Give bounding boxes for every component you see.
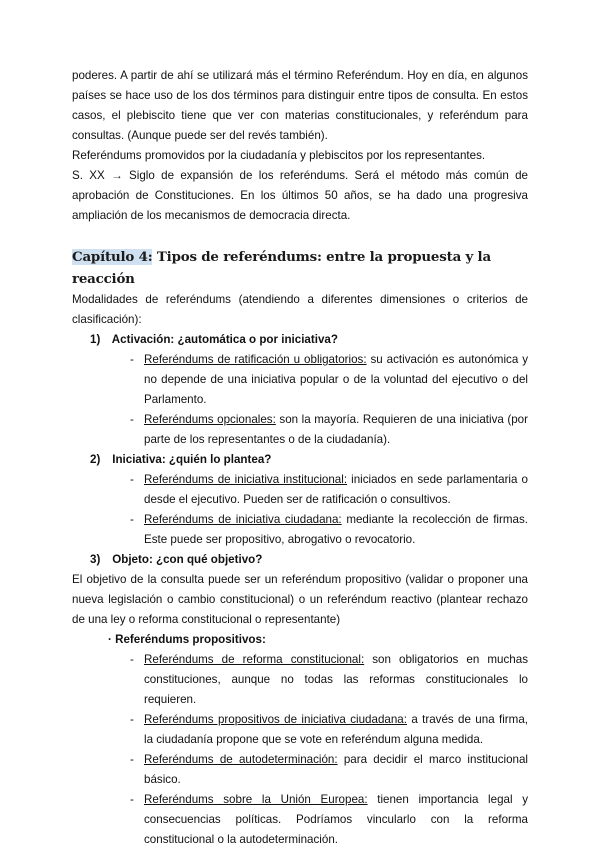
list-item-text: a través de una firma, la ciudadanía propone que se vote en referéndum alguna medida. [144,713,528,746]
dash-bullet: - [130,513,134,526]
dash-bullet: - [130,793,134,806]
list-item-text: son la mayoría. Requieren de una iniciativa (por parte de los representantes o de la ciudadanía). [144,413,528,446]
dash-bullet: - [130,753,134,766]
list-item-text: tienen importancia legal y consecuencias políticas. Podríamos vincularlo con la reforma constitucional o la autodeterminación. [144,793,528,846]
list-item-term: Referéndums de iniciativa institucional: [144,473,348,486]
objeto-paragraph: El objetivo de la consulta puede ser un referéndum propositivo (validar o proponer una nueva legislación o cambio constitucional) o un referéndum reactivo (plantear rechazo de una ley o reforma constitucional o representante) [72,573,528,626]
list-item [72,470,528,510]
list-item-term: Referéndums sobre la Unión Europea: [144,793,368,806]
list-item [72,790,528,850]
intro-block [72,66,528,226]
list-item [72,650,528,710]
document-page [72,66,528,850]
list-item-text: mediante la recolección de firmas. Este puede ser propositivo, abrogativo o revocatorio. [144,513,528,546]
section-number: 2) [90,453,101,466]
list-item [72,750,528,790]
list-item-term: Referéndums de iniciativa ciudadana: [144,513,342,526]
section-number: 3) [90,553,101,566]
section-number: 1) [90,333,101,346]
list-item-term: Referéndums de ratificación u obligatorios: [144,353,367,366]
section-heading [90,330,528,350]
list-item-term: Referéndums de autodeterminación: [144,753,338,766]
dash-bullet: - [130,413,134,426]
list-item-text: para decidir el marco institucional básico. [144,753,528,786]
dash-bullet: - [130,713,134,726]
section-title: Iniciativa: ¿quién lo plantea? [112,453,272,466]
list-item [72,510,528,550]
chapter-title: Tipos de referéndums: entre la propuesta y la reacción [72,249,491,287]
section-heading [90,550,528,570]
intro-paragraph: S. XX → Siglo de expansión de los referéndums. Será el método más común de aprobación de Constituciones. En los últimos 50 años, se ha dado una progresiva ampliación de los mecanismos de democracia directa. [72,169,528,222]
dash-bullet: - [130,353,134,366]
list-item-term: Referéndums de reforma constitucional: [144,653,365,666]
list-item-term: Referéndums propositivos de iniciativa ciudadana: [144,713,407,726]
chapter-heading [72,246,528,290]
subheading: · Referéndums propositivos: [108,633,266,646]
chapter-label: Capítulo 4: [72,249,153,265]
list-item [72,350,528,410]
list-item-text: son obligatorios en muchas constituciones, aunque no todas las reformas constitucionales lo requieren. [144,653,528,706]
dash-bullet: - [130,653,134,666]
section-title: Objeto: ¿con qué objetivo? [112,553,263,566]
intro-paragraph: Referéndums promovidos por la ciudadanía y plebiscitos por los representantes. [72,149,486,162]
section-heading [90,450,528,470]
dash-bullet: - [130,473,134,486]
list-item [72,710,528,750]
list-item [72,410,528,450]
intro-paragraph: poderes. A partir de ahí se utilizará más el término Referéndum. Hoy en día, en algunos países se hace uso de los dos términos para distinguir entre tipos de consulta. En estos casos, el plebiscito tiene que ver con materias constitucionales, y referéndum para consultas. (Aunque puede ser del revés también). [72,69,528,142]
list-item-text: su activación es autonómica y no depende de una iniciativa popular o de la voluntad del ejecutivo o del Parlamento. [144,353,528,406]
section-title: Activación: ¿automática o por iniciativa? [111,333,338,346]
modalidades-paragraph: Modalidades de referéndums (atendiendo a diferentes dimensiones o criterios de clasificación): [72,293,528,326]
list-item-term: Referéndums opcionales: [144,413,276,426]
list-item-text: iniciados en sede parlamentaria o desde el ejecutivo. Pueden ser de ratificación o consultivos. [144,473,529,506]
